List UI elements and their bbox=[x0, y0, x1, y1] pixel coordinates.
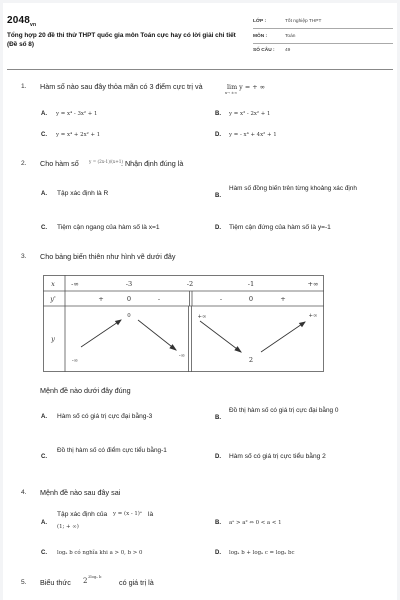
increasing-arrow bbox=[261, 322, 305, 352]
option-text[interactable]: Hàm số có giá trị cực đại bằng-3 bbox=[57, 413, 153, 420]
option-text[interactable]: là bbox=[148, 511, 154, 518]
option-text[interactable]: Hàm số có giá trị cực tiểu bằng 2 bbox=[229, 453, 326, 460]
y-value: +∞ bbox=[308, 313, 318, 319]
meta-label-count: SỐ CÂU : bbox=[253, 48, 275, 53]
option-label[interactable]: A. bbox=[41, 191, 47, 197]
option-formula[interactable]: (1; + ∞) bbox=[57, 524, 79, 530]
y-value: -∞ bbox=[71, 358, 79, 364]
derivative-sign: - bbox=[157, 295, 161, 303]
option-label[interactable]: D. bbox=[215, 132, 221, 138]
page-title: Tổng hợp 20 đề thi thử THPT quốc gia môn Toán cực hay có lời giải chi tiết (Đề số 8) bbox=[7, 32, 236, 48]
table-y-label: y bbox=[51, 335, 55, 343]
derivative-zero: 0 bbox=[248, 295, 254, 303]
option-text[interactable]: y = - x⁴ + 4x² + 1 bbox=[229, 132, 277, 138]
question-number: 4. bbox=[21, 489, 27, 496]
fraction-formula: y = (2x-1)/(x+1) bbox=[89, 159, 124, 164]
derivative-zero: 0 bbox=[126, 295, 132, 303]
arrowhead bbox=[300, 322, 306, 327]
arrowhead bbox=[116, 320, 122, 325]
document-page bbox=[3, 3, 397, 600]
variation-table bbox=[43, 275, 324, 372]
option-label[interactable]: A. bbox=[41, 414, 47, 420]
x-value: -1 bbox=[247, 280, 255, 288]
option-label[interactable]: A. bbox=[41, 520, 47, 526]
increasing-arrow bbox=[81, 320, 121, 347]
limit-expression: lim y = + ∞ bbox=[227, 83, 265, 91]
option-text[interactable]: Tập xác định của bbox=[57, 511, 108, 518]
option-formula[interactable]: logₐ b + logₐ c = logₐ bc bbox=[229, 550, 295, 556]
question-number: 2. bbox=[21, 160, 27, 167]
question-number: 5. bbox=[21, 579, 27, 586]
x-value: -2 bbox=[186, 280, 194, 288]
derivative-sign: - bbox=[219, 295, 223, 303]
option-label[interactable]: D. bbox=[215, 225, 221, 231]
table-yprime-label: y' bbox=[50, 295, 56, 303]
derivative-sign: + bbox=[98, 295, 104, 303]
question-text: Cho bảng biến thiên như hình vẽ dưới đây bbox=[40, 252, 176, 261]
y-value: -∞ bbox=[178, 353, 186, 359]
question-text: Cho hàm số bbox=[40, 159, 79, 168]
decreasing-arrow bbox=[138, 320, 176, 350]
option-text[interactable]: Tiệm cận ngang của hàm số là x=1 bbox=[57, 224, 160, 231]
meta-label-subject: MÔN : bbox=[253, 34, 268, 39]
arrowhead bbox=[235, 347, 241, 352]
option-text[interactable]: y = x⁴ - 3x² + 1 bbox=[56, 111, 98, 117]
option-label[interactable]: D. bbox=[215, 550, 221, 556]
option-label[interactable]: C. bbox=[41, 550, 47, 556]
header-divider bbox=[7, 69, 393, 70]
question-text: Hàm số nào sau đây thỏa mãn có 3 điểm cực trị và bbox=[40, 82, 203, 91]
question-prompt: Mệnh đề nào dưới đây đúng bbox=[40, 386, 131, 395]
expression-base: 2 bbox=[83, 577, 88, 585]
x-value: -3 bbox=[125, 280, 133, 288]
option-label[interactable]: D. bbox=[215, 454, 221, 460]
x-value: -∞ bbox=[71, 280, 79, 288]
option-formula[interactable]: aᵉ > a² ⇔ 0 < a < 1 bbox=[229, 520, 282, 526]
option-label[interactable]: B. bbox=[215, 415, 221, 421]
site-logo: $2048_{vn}$ bbox=[7, 15, 37, 28]
option-label[interactable]: B. bbox=[215, 111, 221, 117]
option-text[interactable]: Tiệm cận đứng của hàm số là y=-1 bbox=[229, 224, 331, 231]
question-number: 1. bbox=[21, 83, 27, 90]
question-number: 3. bbox=[21, 253, 27, 260]
meta-label-class: LỚP : bbox=[253, 19, 267, 24]
y-value: 2 bbox=[248, 356, 254, 364]
expression-exponent: 2logₐ b bbox=[88, 574, 102, 579]
question-text: Biểu thức bbox=[40, 578, 71, 587]
option-formula[interactable]: logₐ b có nghĩa khi a > 0, b > 0 bbox=[57, 550, 143, 556]
option-label[interactable]: A. bbox=[41, 111, 47, 117]
y-value: 0 bbox=[127, 313, 131, 319]
option-label[interactable]: C. bbox=[41, 225, 47, 231]
option-text[interactable]: Đồ thị hàm số có điểm cực tiểu bằng-1 bbox=[57, 447, 167, 454]
option-label[interactable]: B. bbox=[215, 193, 221, 199]
option-label[interactable]: C. bbox=[41, 132, 47, 138]
option-text[interactable]: y = x³ - 2x² + 1 bbox=[229, 111, 271, 117]
option-text[interactable]: Tập xác định là R bbox=[57, 190, 109, 197]
meta-value-count: 49 bbox=[285, 48, 291, 53]
option-text[interactable]: y = x⁴ + 2x² + 1 bbox=[56, 132, 101, 138]
option-text[interactable]: Hàm số đồng biến trên từng khoảng xác định bbox=[229, 185, 357, 192]
question-text: Mệnh đề nào sau đây sai bbox=[40, 488, 121, 497]
option-formula[interactable]: y = (x - 1)ᵉ bbox=[113, 511, 143, 517]
option-label[interactable]: B. bbox=[215, 520, 221, 526]
derivative-sign: + bbox=[280, 295, 286, 303]
y-value: +∞ bbox=[197, 314, 207, 320]
question-text: có giá trị là bbox=[119, 578, 154, 587]
question-text: . Nhận định đúng là bbox=[121, 159, 184, 168]
meta-divider bbox=[253, 28, 393, 29]
meta-divider bbox=[253, 43, 393, 44]
option-label[interactable]: C. bbox=[41, 454, 47, 460]
meta-value-class: Tốt nghiệp THPT bbox=[285, 19, 322, 24]
table-x-label: x bbox=[51, 280, 55, 288]
x-value: +∞ bbox=[307, 280, 319, 288]
meta-value-subject: Toán bbox=[285, 34, 296, 39]
decreasing-arrow bbox=[200, 321, 241, 352]
option-text[interactable]: Đồ thị hàm số có giá trị cực đại bằng 0 bbox=[229, 407, 339, 414]
limit-subscript: x→ ±∞ bbox=[225, 91, 238, 95]
